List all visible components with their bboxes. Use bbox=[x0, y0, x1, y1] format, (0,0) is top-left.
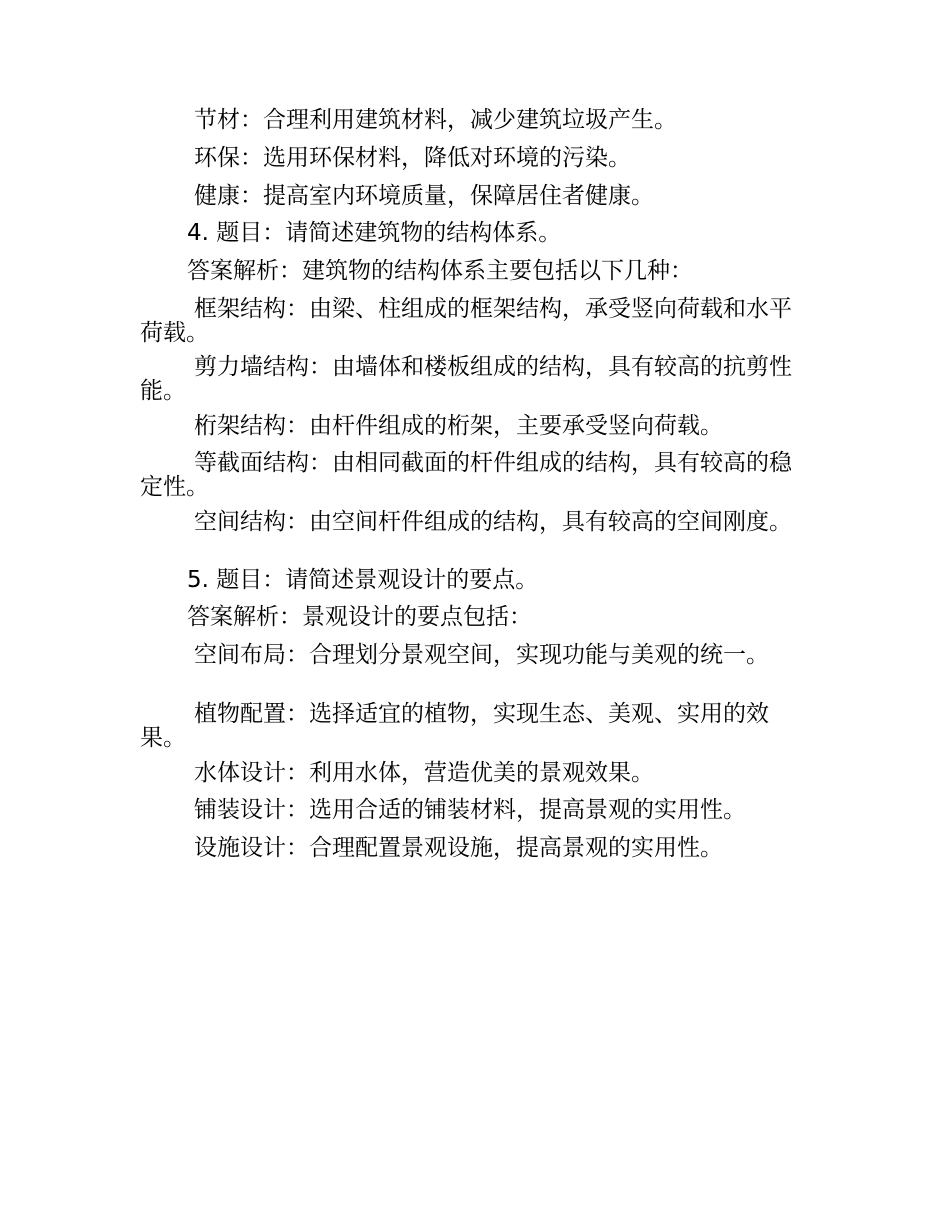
paragraph-facilities-design: 设施设计：合理配置景观设施，提高景观的实用性。 bbox=[194, 835, 723, 861]
question-5-heading: 5. 题目：请简述景观设计的要点。 bbox=[187, 567, 539, 593]
question-4-heading: 4. 题目：请简述建筑物的结构体系。 bbox=[187, 220, 562, 246]
paragraph-uniform-section-structure: 等截面结构：由相同截面的杆件组成的结构，具有较高的稳定性。 bbox=[140, 450, 792, 500]
paragraph-paving-design: 铺装设计：选用合适的铺装材料，提高景观的实用性。 bbox=[194, 797, 746, 823]
paragraph-jiankang: 健康：提高室内环境质量，保障居住者健康。 bbox=[194, 183, 654, 209]
paragraph-jiecai: 节材：合理利用建筑材料，减少建筑垃圾产生。 bbox=[194, 107, 677, 133]
paragraph-planting: 植物配置：选择适宜的植物，实现生态、美观、实用的效果。 bbox=[140, 701, 769, 751]
paragraph-frame-structure: 框架结构：由梁、柱组成的框架结构，承受竖向荷载和水平荷载。 bbox=[140, 296, 792, 346]
paragraph-shear-wall-structure: 剪力墙结构：由墙体和楼板组成的结构，具有较高的抗剪性能。 bbox=[140, 354, 792, 404]
paragraph-water-design: 水体设计：利用水体，营造优美的景观效果。 bbox=[194, 760, 654, 786]
paragraph-space-structure: 空间结构：由空间杆件组成的结构，具有较高的空间刚度。 bbox=[194, 509, 792, 535]
answer-5-intro: 答案解析：景观设计的要点包括： bbox=[187, 604, 532, 630]
paragraph-truss-structure: 桁架结构：由杆件组成的桁架，主要承受竖向荷载。 bbox=[194, 413, 723, 439]
answer-4-intro: 答案解析：建筑物的结构体系主要包括以下几种： bbox=[187, 258, 693, 284]
paragraph-spatial-layout: 空间布局：合理划分景观空间，实现功能与美观的统一。 bbox=[194, 642, 769, 668]
paragraph-huanbao: 环保：选用环保材料，降低对环境的污染。 bbox=[194, 145, 631, 171]
